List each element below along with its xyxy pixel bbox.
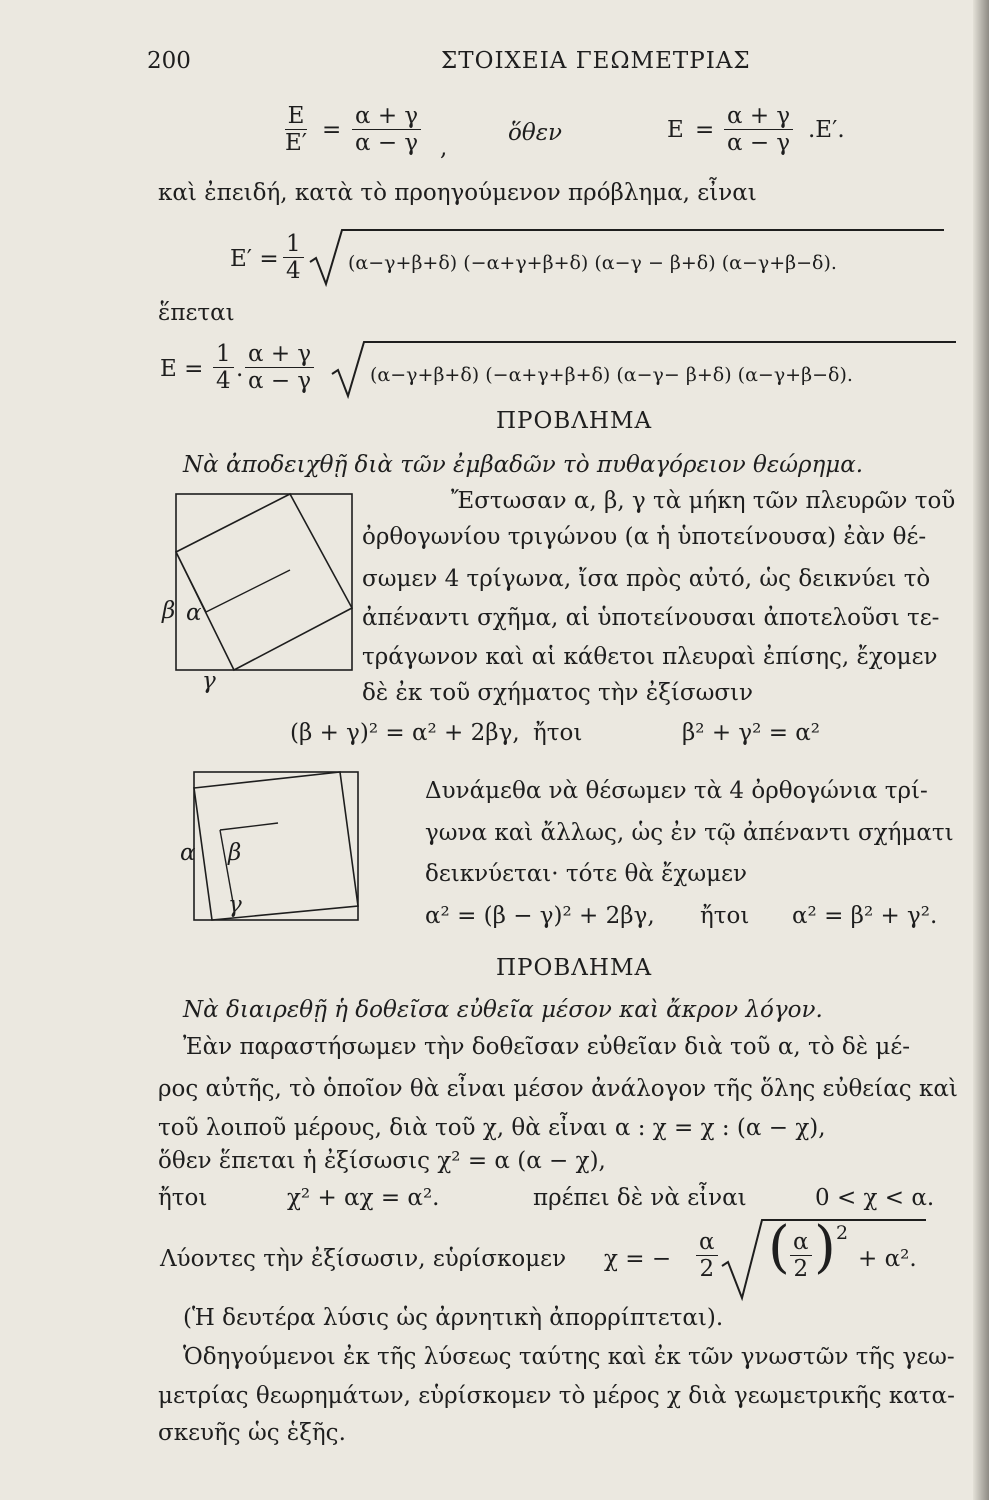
problem-statement: Νὰ ἀποδειχθῇ διὰ τῶν ἐμβαδῶν τὸ πυθαγόρειον θεώρημα. bbox=[183, 452, 864, 478]
eq1-r-num: α + γ bbox=[724, 104, 793, 130]
eq3-f2-num: α + γ bbox=[245, 342, 314, 368]
equals-sign: = bbox=[322, 117, 342, 143]
solution-inner-num: α bbox=[790, 1230, 812, 1256]
text-line: ὀρθογωνίου τριγώνου (α ἡ ὑποτείνουσα) ἐὰν θέ- bbox=[362, 524, 927, 550]
inequality: 0 < χ < α. bbox=[815, 1185, 935, 1211]
etoi-word: ἤτοι bbox=[158, 1185, 208, 1211]
eq2-lhs: E′ = bbox=[230, 246, 279, 272]
text-line: δὲ ἐκ τοῦ σχήματος τὴν ἐξίσωσιν bbox=[362, 680, 754, 706]
page-edge-shadow bbox=[973, 0, 989, 1500]
text-line: Δυνάμεθα νὰ θέσωμεν τὰ 4 ὀρθογώνια τρί- bbox=[425, 778, 928, 804]
running-title: ΣΤΟΙΧΕΙΑ ΓΕΩΜΕΤΡΙΑΣ bbox=[441, 48, 751, 74]
text-line: ρος αὐτῆς, τὸ ὁποῖον θὰ εἶναι μέσον ἀνάλογον τῆς ὅλης εὐθείας καὶ bbox=[158, 1076, 958, 1102]
text-line: σωμεν 4 τρίγωνα, ἴσα πρὸς αὐτό, ὡς δεικνύει τὸ bbox=[362, 566, 931, 592]
text-line: Ὁδηγούμενοι ἐκ τῆς λύσεως ταύτης καὶ ἐκ τῶν γνωστῶν τῆς γεω- bbox=[183, 1344, 955, 1370]
eq3-lhs: E = bbox=[160, 356, 204, 382]
solution-frac-den: 2 bbox=[699, 1256, 715, 1283]
text-line: ἀπέναντι σχῆμα, αἱ ὑποτείνουσαι ἀποτελοῦσι τε- bbox=[362, 605, 940, 631]
text-line: ἕπεται bbox=[158, 300, 235, 326]
eq1-rhs-den: α − γ bbox=[355, 130, 419, 157]
equals-sign-2: = bbox=[695, 117, 715, 143]
text-fragment: Λύοντες τὴν ἐξίσωσιν, εὑρίσκομεν bbox=[160, 1246, 567, 1272]
paren-right: ) bbox=[814, 1215, 836, 1280]
problem-heading: ΠΡΟΒΛΗΜΑ bbox=[496, 955, 653, 981]
eq1-rhs-num: α + γ bbox=[352, 104, 421, 130]
text-line: τράγωνον καὶ αἱ κάθετοι πλευραὶ ἐπίσης, ἔχομεν bbox=[362, 644, 938, 670]
eq1-lhs-num: E bbox=[285, 104, 308, 130]
eq2-frac-num: 1 bbox=[283, 232, 304, 258]
text-line: Ἐὰν παραστήσωμεν τὴν δοθεῖσαν εὐθεῖαν διὰ τοῦ α, τὸ δὲ μέ- bbox=[183, 1034, 911, 1060]
figure-label-gamma: γ bbox=[202, 668, 216, 694]
text-line: τοῦ λοιποῦ μέρους, διὰ τοῦ χ, θὰ εἶναι α : χ = χ : (α − χ), bbox=[158, 1115, 826, 1141]
eq2-frac-den: 4 bbox=[286, 258, 301, 285]
pythagoras-result: β² + γ² = α² bbox=[682, 720, 821, 746]
note-line: (Ἡ δευτέρα λύσις ὡς ἀρνητικὴ ἀπορρίπτεται). bbox=[183, 1305, 724, 1331]
pythagoras-equation: (β + γ)² = α² + 2βγ, bbox=[290, 720, 520, 746]
text-line: μετρίας θεωρημάτων, εὑρίσκομεν τὸ μέρος χ διὰ γεωμετρικῆς κατα- bbox=[158, 1383, 955, 1409]
solution-inner-den: 2 bbox=[793, 1256, 809, 1283]
text-line: καὶ ἐπειδή, κατὰ τὸ προηγούμενον πρόβλημα, εἶναι bbox=[158, 180, 757, 206]
figure-pythagoras-2 bbox=[190, 768, 370, 928]
text-line: Ἔστωσαν α, β, γ τὰ μήκη τῶν πλευρῶν τοῦ bbox=[451, 488, 956, 514]
figure-label-gamma: γ bbox=[228, 892, 242, 918]
text-line: γωνα καὶ ἄλλως, ὡς ἐν τῷ ἀπέναντι σχήματι bbox=[425, 820, 954, 846]
eq3-f1-num: 1 bbox=[213, 342, 234, 368]
solution-exponent: 2 bbox=[836, 1222, 849, 1244]
eq3-f1-den: 4 bbox=[216, 368, 231, 395]
figure-label-beta: β bbox=[228, 840, 242, 866]
problem-heading: ΠΡΟΒΛΗΜΑ bbox=[496, 408, 653, 434]
eq1-suffix: .E′. bbox=[808, 117, 845, 143]
solution-frac-num: α bbox=[696, 1230, 718, 1256]
eq3-dot: . bbox=[236, 356, 244, 382]
eq3-f2-den: α − γ bbox=[248, 368, 312, 395]
figure-pythagoras-1 bbox=[172, 490, 362, 680]
eq1-hothen: ὅθεν bbox=[508, 120, 563, 146]
quadratic-equation: χ² + αχ = α². bbox=[287, 1185, 440, 1211]
eq1-comma: , bbox=[440, 135, 448, 161]
page-number: 200 bbox=[147, 48, 191, 74]
solution-lhs: χ = − bbox=[604, 1246, 672, 1272]
figure-label-alpha: α bbox=[186, 600, 202, 626]
eq2-radicand: (α−γ+β+δ) (−α+γ+β+δ) (α−γ − β+δ) (α−γ+β−δ). bbox=[348, 252, 837, 274]
etoi-word: ἤτοι bbox=[533, 720, 583, 746]
text-line: ὅθεν ἕπεται ἡ ἐξίσωσις χ² = α (α − χ), bbox=[158, 1148, 606, 1174]
text-line: σκευῆς ὡς ἑξῆς. bbox=[158, 1420, 346, 1446]
eq1-r-den: α − γ bbox=[727, 130, 791, 157]
pythagoras-result-2: α² = β² + γ². bbox=[792, 903, 938, 929]
solution-tail: + α². bbox=[858, 1246, 917, 1272]
pythagoras-equation-2: α² = (β − γ)² + 2βγ, bbox=[425, 903, 655, 929]
text-line: δεικνύεται· τότε θὰ ἔχωμεν bbox=[425, 861, 748, 887]
figure-label-beta: β bbox=[162, 598, 176, 624]
eq1-E: E bbox=[667, 117, 684, 143]
paren-left: ( bbox=[768, 1215, 790, 1280]
eq1-lhs-den: E′ bbox=[285, 130, 308, 157]
etoi-word: ἤτοι bbox=[700, 903, 750, 929]
figure-label-alpha: α bbox=[180, 840, 196, 866]
text-fragment: πρέπει δὲ νὰ εἶναι bbox=[533, 1185, 747, 1211]
problem-statement: Νὰ διαιρεθῇ ἡ δοθεῖσα εὐθεῖα μέσον καὶ ἄκρον λόγον. bbox=[183, 997, 823, 1023]
eq3-radicand: (α−γ+β+δ) (−α+γ+β+δ) (α−γ− β+δ) (α−γ+β−δ). bbox=[370, 364, 853, 386]
